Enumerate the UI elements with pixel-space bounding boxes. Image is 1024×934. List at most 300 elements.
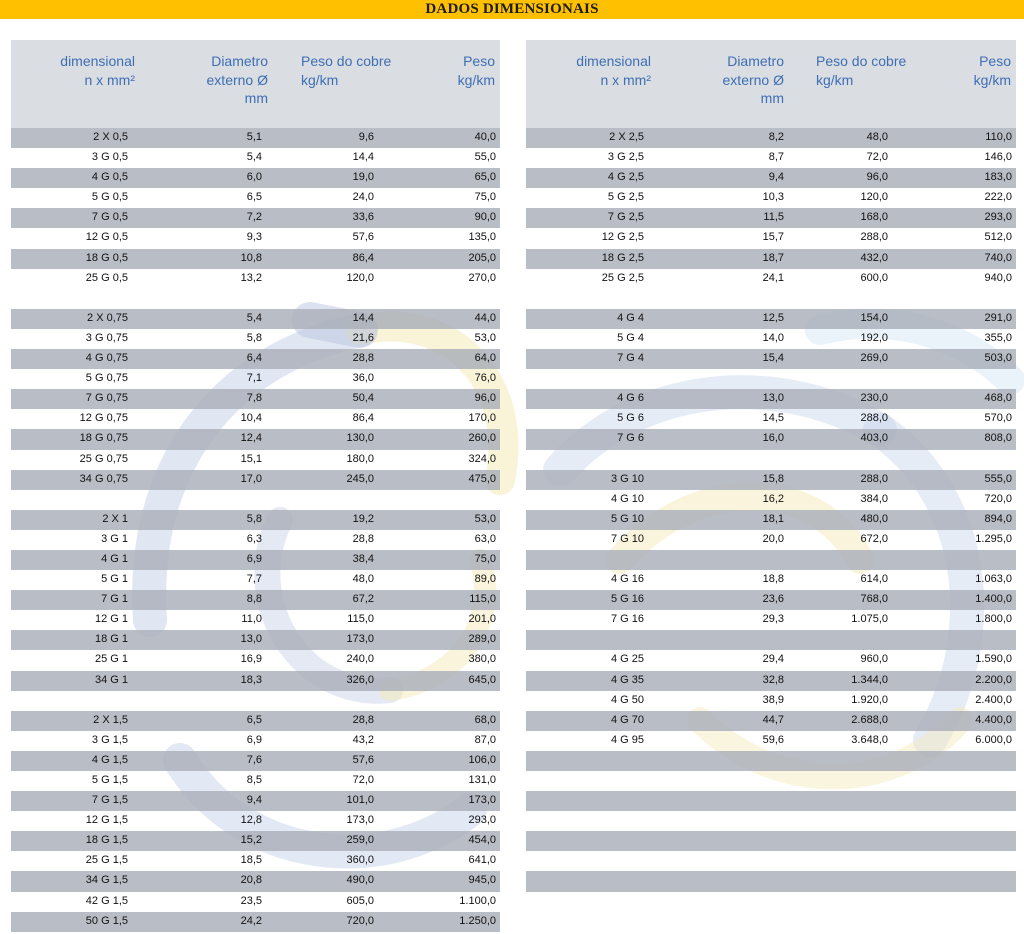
- cell-weight: 222,0: [984, 191, 1012, 204]
- cell-copper-weight: 259,0: [346, 834, 374, 847]
- spacer-row: [526, 450, 1016, 470]
- cell-weight: 740,0: [984, 251, 1012, 264]
- cell-dimension: 25 G 2,5: [601, 271, 644, 284]
- cell-diameter: 13,2: [240, 271, 262, 284]
- table-row: [11, 831, 500, 851]
- cell-diameter: 18,3: [240, 673, 262, 686]
- cell-dimension: 25 G 0,75: [79, 452, 128, 465]
- table-row: [11, 610, 500, 630]
- table-row: [11, 208, 500, 228]
- table-row: [526, 490, 1016, 510]
- cell-copper-weight: 1.920,0: [851, 693, 888, 706]
- cell-weight: 270,0: [468, 271, 496, 284]
- table-row: [526, 269, 1016, 309]
- cell-dimension: 2 X 2,5: [609, 131, 644, 143]
- cell-dimension: 4 G 1,5: [91, 753, 128, 766]
- cell-copper-weight: 24,0: [352, 191, 374, 204]
- cell-copper-weight: 245,0: [346, 472, 374, 485]
- cell-dimension: 34 G 1: [94, 673, 128, 686]
- cell-diameter: 11,5: [763, 211, 784, 224]
- cell-copper-weight: 101,0: [346, 794, 374, 807]
- cell-diameter: 15,4: [762, 352, 784, 365]
- cell-diameter: 29,4: [762, 653, 784, 666]
- cell-diameter: 15,8: [762, 472, 784, 485]
- cell-dimension: 7 G 0,5: [91, 211, 128, 224]
- table-row: [11, 510, 500, 530]
- cell-diameter: 15,1: [240, 452, 262, 465]
- cell-weight: 468,0: [984, 392, 1012, 405]
- cell-diameter: 6,5: [246, 191, 262, 204]
- cell-weight: 146,0: [984, 151, 1012, 164]
- cell-copper-weight: 168,0: [860, 211, 888, 224]
- cell-dimension: 3 G 0,5: [91, 151, 128, 164]
- cell-weight: 183,0: [984, 171, 1012, 184]
- dimensions-table-right: [526, 40, 1016, 912]
- cell-copper-weight: 192,0: [860, 331, 888, 344]
- header-text: dimensional: [576, 53, 651, 69]
- cell-diameter: 5,8: [246, 512, 262, 525]
- cell-copper-weight: 33,6: [352, 211, 374, 224]
- cell-weight: 201,0: [468, 613, 496, 626]
- table-row: [526, 530, 1016, 550]
- cell-dimension: 25 G 0,5: [85, 271, 128, 284]
- spacer-row: [526, 369, 1016, 389]
- cell-dimension: 7 G 1,5: [91, 794, 128, 807]
- cell-weight: 940,0: [984, 271, 1012, 284]
- header-text: mm: [244, 90, 268, 106]
- cell-copper-weight: 14,4: [352, 311, 374, 324]
- table-row: [526, 429, 1016, 449]
- cell-dimension: 7 G 2,5: [607, 211, 644, 224]
- table-row: [11, 751, 500, 771]
- cell-weight: 170,0: [468, 412, 496, 425]
- cell-diameter: 5,1: [246, 131, 262, 143]
- header-text: Peso do cobre: [301, 53, 392, 69]
- header-weight: [974, 52, 1011, 89]
- cell-dimension: 4 G 4: [617, 311, 644, 324]
- cell-copper-weight: 180,0: [346, 452, 374, 465]
- cell-weight: 645,0: [468, 673, 496, 686]
- cell-dimension: 34 G 1,5: [85, 874, 128, 887]
- cell-dimension: 3 G 2,5: [607, 151, 644, 164]
- cell-diameter: 8,8: [246, 593, 262, 606]
- spacer-row: [526, 892, 1016, 912]
- cell-weight: 380,0: [468, 653, 496, 666]
- cell-diameter: 14,0: [762, 331, 784, 344]
- table-row: [11, 871, 500, 891]
- cell-copper-weight: 230,0: [860, 392, 888, 405]
- dimensions-table-left: [11, 40, 500, 932]
- table-row: [11, 791, 500, 811]
- table-row: [11, 771, 500, 791]
- cell-dimension: 5 G 4: [617, 331, 644, 344]
- cell-weight: 131,0: [468, 774, 496, 786]
- cell-diameter: 16,0: [762, 432, 784, 445]
- header-dimensional: [576, 52, 651, 89]
- cell-dimension: 18 G 2,5: [601, 251, 644, 264]
- cell-weight: 75,0: [474, 552, 496, 565]
- cell-dimension: 5 G 0,5: [91, 191, 128, 204]
- cell-copper-weight: 96,0: [866, 171, 888, 184]
- cell-diameter: 9,4: [246, 794, 262, 807]
- table-row: [11, 550, 500, 570]
- cell-diameter: 16,2: [762, 492, 784, 505]
- cell-weight: 205,0: [468, 251, 496, 264]
- cell-diameter: 5,8: [246, 331, 262, 344]
- cell-copper-weight: 173,0: [346, 814, 374, 827]
- cell-dimension: 25 G 1,5: [85, 854, 128, 867]
- cell-dimension: 7 G 16: [610, 613, 644, 626]
- table-row: [11, 912, 500, 932]
- cell-weight: 1.295,0: [975, 532, 1012, 545]
- cell-weight: 291,0: [984, 311, 1012, 324]
- cell-dimension: 18 G 0,5: [85, 251, 128, 264]
- cell-diameter: 9,3: [246, 231, 262, 244]
- cell-weight: 68,0: [474, 713, 496, 726]
- cell-diameter: 7,7: [246, 573, 262, 586]
- cell-weight: 63,0: [474, 532, 496, 545]
- table-row: [11, 811, 500, 831]
- cell-dimension: 25 G 1: [94, 653, 128, 666]
- header-dimensional: [60, 52, 135, 89]
- table-row: [11, 409, 500, 429]
- cell-diameter: 16,9: [240, 653, 262, 666]
- cell-copper-weight: 120,0: [860, 191, 888, 204]
- cell-dimension: 4 G 50: [610, 693, 644, 706]
- header-text: kg/km: [973, 71, 1011, 88]
- table-row: [526, 590, 1016, 610]
- cell-dimension: 7 G 10: [610, 532, 644, 545]
- cell-diameter: 13,0: [762, 392, 784, 405]
- cell-diameter: 24,1: [762, 271, 784, 284]
- cell-copper-weight: 154,0: [860, 311, 888, 324]
- cell-diameter: 24,2: [240, 914, 262, 927]
- table-row: [11, 650, 500, 670]
- cell-copper-weight: 130,0: [346, 432, 374, 445]
- cell-copper-weight: 36,0: [352, 372, 374, 385]
- cell-weight: 355,0: [984, 331, 1012, 344]
- cell-copper-weight: 672,0: [860, 532, 888, 545]
- cell-copper-weight: 432,0: [860, 251, 888, 264]
- table-row: [526, 168, 1016, 188]
- cell-weight: 293,0: [984, 211, 1012, 224]
- cell-diameter: 11,0: [241, 613, 262, 626]
- table-row: [526, 691, 1016, 711]
- cell-weight: 1.063,0: [975, 573, 1012, 586]
- cell-copper-weight: 120,0: [346, 271, 374, 284]
- header-text: n x mm²: [600, 71, 651, 88]
- cell-dimension: 4 G 16: [610, 573, 644, 586]
- cell-weight: 87,0: [474, 733, 496, 746]
- cell-dimension: 4 G 6: [617, 392, 644, 405]
- table-body: [526, 128, 1016, 912]
- cell-diameter: 23,5: [240, 894, 262, 907]
- table-row: [526, 208, 1016, 228]
- cell-diameter: 8,7: [768, 151, 784, 164]
- cell-copper-weight: 605,0: [346, 894, 374, 907]
- cell-diameter: 18,1: [762, 512, 784, 525]
- cell-diameter: 14,5: [762, 412, 784, 425]
- table-row: [11, 168, 500, 188]
- cell-dimension: 5 G 2,5: [607, 191, 644, 204]
- cell-copper-weight: 28,8: [352, 532, 374, 545]
- cell-diameter: 6,3: [246, 532, 262, 545]
- cell-diameter: 15,2: [240, 834, 262, 847]
- table-row: [526, 228, 1016, 248]
- cell-weight: 76,0: [474, 372, 496, 385]
- cell-weight: 289,0: [468, 633, 496, 646]
- cell-dimension: 4 G 25: [610, 653, 644, 666]
- cell-copper-weight: 240,0: [346, 653, 374, 666]
- cell-diameter: 12,5: [762, 311, 784, 324]
- cell-dimension: 7 G 0,75: [85, 392, 128, 405]
- cell-diameter: 10,3: [762, 191, 784, 204]
- cell-weight: 65,0: [474, 171, 496, 184]
- cell-diameter: 18,8: [762, 573, 784, 586]
- spacer-row: [11, 691, 500, 711]
- cell-diameter: 12,4: [240, 432, 262, 445]
- header-text: externo Ø: [722, 71, 784, 88]
- cell-copper-weight: 490,0: [346, 874, 374, 887]
- cell-diameter: 15,7: [762, 231, 784, 244]
- cell-dimension: 12 G 0,5: [85, 231, 128, 244]
- cell-weight: 75,0: [474, 191, 496, 204]
- cell-diameter: 6,4: [246, 352, 262, 365]
- cell-diameter: 59,6: [762, 733, 784, 746]
- cell-copper-weight: 288,0: [860, 231, 888, 244]
- spacer-row: [526, 550, 1016, 570]
- cell-copper-weight: 768,0: [860, 593, 888, 606]
- spacer-row: [11, 490, 500, 510]
- cell-copper-weight: 28,8: [352, 713, 374, 726]
- cell-copper-weight: 269,0: [860, 352, 888, 365]
- table-row: [11, 892, 500, 912]
- header-copper-weight: [816, 52, 906, 89]
- cell-diameter: 10,8: [240, 251, 262, 264]
- cell-weight: 720,0: [984, 492, 1012, 505]
- table-row: [526, 570, 1016, 590]
- cell-diameter: 5,4: [246, 311, 262, 324]
- table-row: [11, 671, 500, 691]
- table-row: [11, 731, 500, 751]
- cell-diameter: 13,0: [240, 633, 262, 646]
- cell-dimension: 5 G 16: [610, 593, 644, 606]
- table-row: [11, 570, 500, 590]
- cell-diameter: 17,0: [240, 472, 262, 485]
- cell-copper-weight: 326,0: [346, 673, 374, 686]
- cell-dimension: 2 X 0,5: [93, 131, 128, 143]
- table-row: [526, 470, 1016, 490]
- cell-dimension: 4 G 70: [610, 713, 644, 726]
- cell-dimension: 2 X 1: [102, 512, 128, 525]
- cell-dimension: 12 G 0,75: [79, 412, 128, 425]
- cell-weight: 293,0: [468, 814, 496, 827]
- cell-diameter: 29,3: [762, 613, 784, 626]
- table-row: [526, 349, 1016, 369]
- cell-dimension: 7 G 6: [617, 432, 644, 445]
- table-row: [11, 269, 500, 309]
- table-row: [11, 470, 500, 490]
- cell-weight: 1.100,0: [459, 894, 496, 907]
- table-row: [526, 610, 1016, 630]
- cell-weight: 570,0: [984, 412, 1012, 425]
- table-header: [11, 40, 500, 128]
- cell-dimension: 2 X 1,5: [93, 713, 128, 726]
- cell-weight: 2.400,0: [975, 693, 1012, 706]
- cell-diameter: 8,5: [246, 774, 262, 786]
- cell-diameter: 8,2: [768, 131, 784, 143]
- table-row: [11, 429, 500, 449]
- cell-weight: 135,0: [468, 231, 496, 244]
- header-diameter: [723, 52, 784, 108]
- cell-dimension: 3 G 1,5: [91, 733, 128, 746]
- table-row: [11, 349, 500, 369]
- cell-weight: 260,0: [468, 432, 496, 445]
- spacer-row: [526, 791, 1016, 811]
- cell-copper-weight: 9,6: [358, 131, 374, 143]
- cell-dimension: 50 G 1,5: [85, 914, 128, 927]
- cell-weight: 6.000,0: [975, 733, 1012, 746]
- cell-weight: 173,0: [468, 794, 496, 807]
- cell-copper-weight: 14,4: [352, 151, 374, 164]
- cell-weight: 1.800,0: [975, 613, 1012, 626]
- table-row: [11, 530, 500, 550]
- cell-dimension: 4 G 10: [610, 492, 644, 505]
- cell-weight: 64,0: [474, 352, 496, 365]
- cell-dimension: 12 G 1: [94, 613, 128, 626]
- table-row: [11, 228, 500, 248]
- cell-copper-weight: 2.688,0: [851, 713, 888, 726]
- cell-dimension: 5 G 1: [101, 573, 128, 586]
- cell-dimension: 4 G 35: [610, 673, 644, 686]
- header-text: Diametro: [211, 53, 268, 69]
- table-row: [11, 148, 500, 168]
- header-text: Peso: [463, 53, 495, 69]
- cell-weight: 55,0: [474, 151, 496, 164]
- cell-weight: 44,0: [474, 311, 496, 324]
- table-row: [526, 188, 1016, 208]
- cell-diameter: 32,8: [762, 673, 784, 686]
- cell-copper-weight: 28,8: [352, 352, 374, 365]
- header-copper-weight: [301, 52, 391, 89]
- cell-copper-weight: 614,0: [860, 573, 888, 586]
- cell-copper-weight: 288,0: [860, 472, 888, 485]
- cell-copper-weight: 360,0: [346, 854, 374, 867]
- cell-copper-weight: 72,0: [866, 151, 888, 164]
- table-row: [526, 148, 1016, 168]
- cell-weight: 641,0: [468, 854, 496, 867]
- cell-copper-weight: 960,0: [860, 653, 888, 666]
- table-row: [11, 450, 500, 470]
- table-row: [526, 731, 1016, 751]
- spacer-row: [526, 751, 1016, 771]
- cell-diameter: 44,7: [762, 713, 784, 726]
- cell-copper-weight: 21,6: [352, 331, 374, 344]
- cell-dimension: 42 G 1,5: [85, 894, 128, 907]
- table-row: [526, 128, 1016, 148]
- table-row: [526, 309, 1016, 329]
- cell-weight: 512,0: [984, 231, 1012, 244]
- cell-dimension: 18 G 1: [94, 633, 128, 646]
- spacer-row: [526, 771, 1016, 791]
- cell-diameter: 6,9: [246, 733, 262, 746]
- cell-dimension: 18 G 1,5: [85, 834, 128, 847]
- table-row: [11, 188, 500, 208]
- cell-copper-weight: 43,2: [352, 733, 374, 746]
- table-row: [11, 851, 500, 871]
- cell-diameter: 7,1: [246, 372, 262, 385]
- cell-copper-weight: 288,0: [860, 412, 888, 425]
- cell-weight: 53,0: [474, 331, 496, 344]
- cell-diameter: 23,6: [762, 593, 784, 606]
- cell-diameter: 38,9: [762, 693, 784, 706]
- cell-dimension: 2 X 0,75: [87, 311, 128, 324]
- header-diameter: [207, 52, 268, 108]
- table-row: [11, 369, 500, 389]
- cell-diameter: 10,4: [240, 412, 262, 425]
- cell-weight: 324,0: [468, 452, 496, 465]
- cell-weight: 90,0: [474, 211, 496, 224]
- cell-weight: 53,0: [474, 512, 496, 525]
- spacer-row: [526, 871, 1016, 891]
- cell-dimension: 3 G 1: [101, 532, 128, 545]
- cell-diameter: 18,7: [762, 251, 784, 264]
- cell-weight: 454,0: [468, 834, 496, 847]
- cell-diameter: 20,8: [240, 874, 262, 887]
- cell-dimension: 5 G 10: [610, 512, 644, 525]
- cell-weight: 106,0: [468, 753, 496, 766]
- table-row: [11, 630, 500, 650]
- cell-copper-weight: 57,6: [352, 753, 374, 766]
- cell-diameter: 9,4: [768, 171, 784, 184]
- table-row: [526, 329, 1016, 349]
- cell-weight: 40,0: [474, 131, 496, 143]
- header-text: dimensional: [60, 53, 135, 69]
- table-row: [11, 329, 500, 349]
- table-row: [11, 128, 500, 148]
- cell-dimension: 5 G 1,5: [91, 774, 128, 786]
- cell-weight: 555,0: [984, 472, 1012, 485]
- table-row: [526, 711, 1016, 731]
- table-body: [11, 128, 500, 932]
- cell-weight: 1.400,0: [975, 593, 1012, 606]
- cell-dimension: 3 G 10: [610, 472, 644, 485]
- header-text: kg/km: [457, 71, 495, 88]
- cell-weight: 110,0: [985, 131, 1012, 143]
- header-text: mm: [760, 90, 784, 106]
- header-text: externo Ø: [206, 71, 268, 88]
- cell-dimension: 4 G 0,5: [91, 171, 128, 184]
- cell-dimension: 5 G 6: [617, 412, 644, 425]
- cell-copper-weight: 600,0: [860, 271, 888, 284]
- header-text: kg/km: [301, 71, 339, 88]
- cell-weight: 4.400,0: [975, 713, 1012, 726]
- table-row: [11, 711, 500, 731]
- banner-title: DADOS DIMENSIONAIS: [425, 1, 599, 17]
- spacer-row: [526, 851, 1016, 871]
- cell-diameter: 7,6: [246, 753, 262, 766]
- cell-dimension: 4 G 0,75: [85, 352, 128, 365]
- cell-dimension: 4 G 2,5: [607, 171, 644, 184]
- header-text: kg/km: [816, 71, 854, 88]
- cell-diameter: 7,8: [246, 392, 262, 405]
- page-banner: [0, 0, 1024, 19]
- cell-copper-weight: 1.075,0: [851, 613, 888, 626]
- cell-weight: 96,0: [474, 392, 496, 405]
- table-row: [526, 409, 1016, 429]
- cell-dimension: 4 G 95: [610, 733, 644, 746]
- cell-dimension: 12 G 1,5: [85, 814, 128, 827]
